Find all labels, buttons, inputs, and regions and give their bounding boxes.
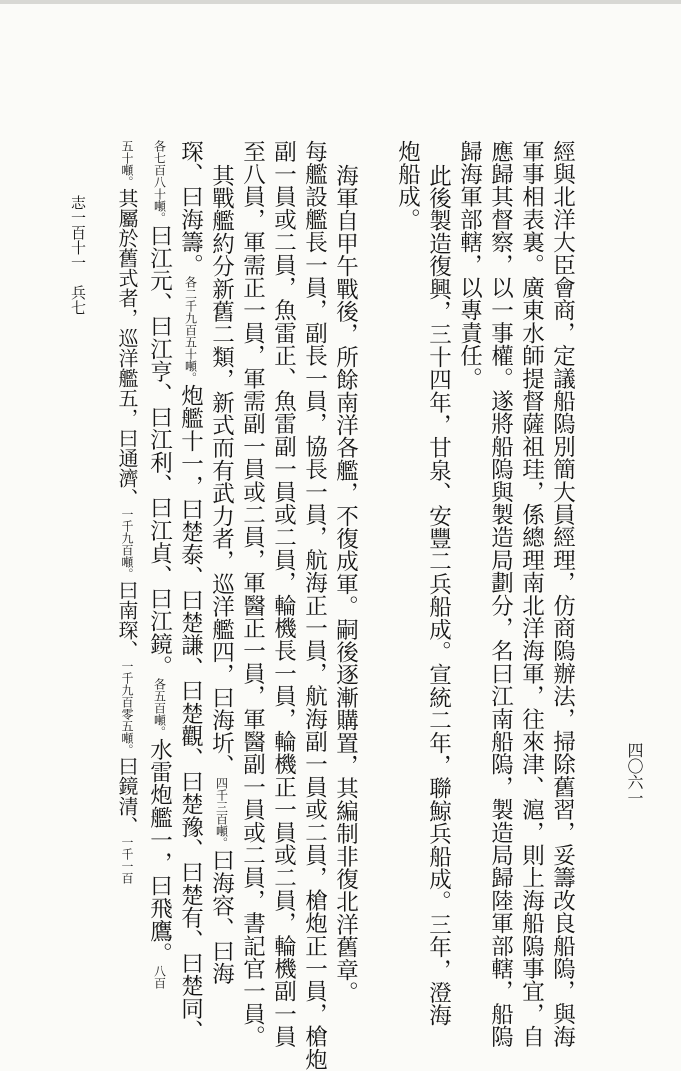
text-column-6: [396, 140, 419, 231]
column-text: 其戰艦約分新舊二類，新式而有武力者，巡洋艦四，曰海圻、: [208, 164, 235, 777]
inline-note: 各五百噸。: [152, 678, 167, 738]
column-text: 其屬於舊式者，巡洋艦五，曰通濟、: [115, 188, 139, 508]
column-text: 海軍自甲午戰後，所餘南洋各艦，不復成軍。嗣後逐漸購置，其編制非復北洋舊章。: [332, 164, 359, 1004]
text-column-8: [303, 140, 326, 1071]
column-text: 應歸其督察，以一事權。遂將船隖與製造局劃分，名曰江南船隖，製造局歸陸軍部轄，船隖: [487, 140, 514, 1048]
column-text: 副一員或二員，魚雷正、魚雷副一員或二員，輪機長一員，輪機正一員或二員，輪機副一員: [270, 140, 297, 1048]
column-text: 炮船成。: [394, 140, 421, 231]
text-column-5: [427, 164, 450, 1027]
column-text: 炮艦十一，曰楚泰、曰楚謙、曰楚觀、曰楚豫、曰楚有、曰楚同、: [177, 384, 204, 1043]
text-column-4: [458, 140, 481, 390]
column-text: 曰南琛、: [115, 580, 139, 660]
column-text: 每艦設艦長一員，副長一員，協長一員，航海正一員，航海副一員或二員，槍炮正一員，槍炮: [301, 140, 328, 1071]
inline-note: 八百: [152, 965, 167, 989]
column-text: 至八員，軍需正一員，軍需副一員或二員，軍醫正一員，軍醫副一員或二員，書記官一員。: [239, 140, 266, 1048]
inline-note: 四千三百噸。: [214, 776, 229, 849]
text-column-2: [520, 140, 543, 1048]
footer-title: 志一百十一 兵七: [69, 195, 87, 315]
text-column-7: [334, 164, 357, 1004]
text-column-13: [148, 140, 171, 989]
inline-note: 五十噸。: [120, 140, 134, 188]
text-column-10: [241, 140, 264, 1048]
column-text: 經與北洋大臣會商，定議船隖別簡大員經理，仿商隖辦法，掃除舊習，妥籌改良船隖，與海: [549, 140, 576, 1048]
column-text: 曰海容、曰海: [208, 848, 235, 986]
inline-note: 一千九百零五噸。: [120, 660, 134, 756]
text-column-11: [210, 164, 233, 985]
text-column-14: [117, 140, 137, 884]
inline-note: 各七百八十噸。: [152, 140, 167, 224]
column-text: 水雷炮艦一，曰飛鷹。: [146, 738, 173, 965]
column-text: 軍事相表裏。廣東水師提督薩祖珪，係總理南北洋海軍，往來津、滬，則上海船隖事宜，自: [518, 140, 545, 1048]
column-text: 歸海軍部轄，以專責任。: [456, 140, 483, 390]
column-text: 此後製造復興，三十四年，甘泉、安豐二兵船成。宣統二年，聯鯨兵船成。三年，澄海: [425, 164, 452, 1027]
text-column-1: [551, 140, 574, 1048]
inline-note: 各二千九百五十噸。: [183, 276, 198, 385]
page-number: 四〇六一: [625, 742, 644, 806]
inline-note: 一千一百: [120, 836, 134, 884]
text-column-3: [489, 140, 512, 1048]
text-column-12: [179, 140, 202, 1043]
column-text: 曰江元、曰江亨、曰江利、曰江貞、曰江鏡。: [146, 224, 173, 678]
column-text: 琛、曰海籌。: [177, 140, 204, 277]
inline-note: 一千九百噸。: [120, 508, 134, 580]
page-top-edge: [0, 0, 681, 4]
text-column-9: [272, 140, 295, 1048]
column-text: 曰鏡清、: [115, 756, 139, 836]
